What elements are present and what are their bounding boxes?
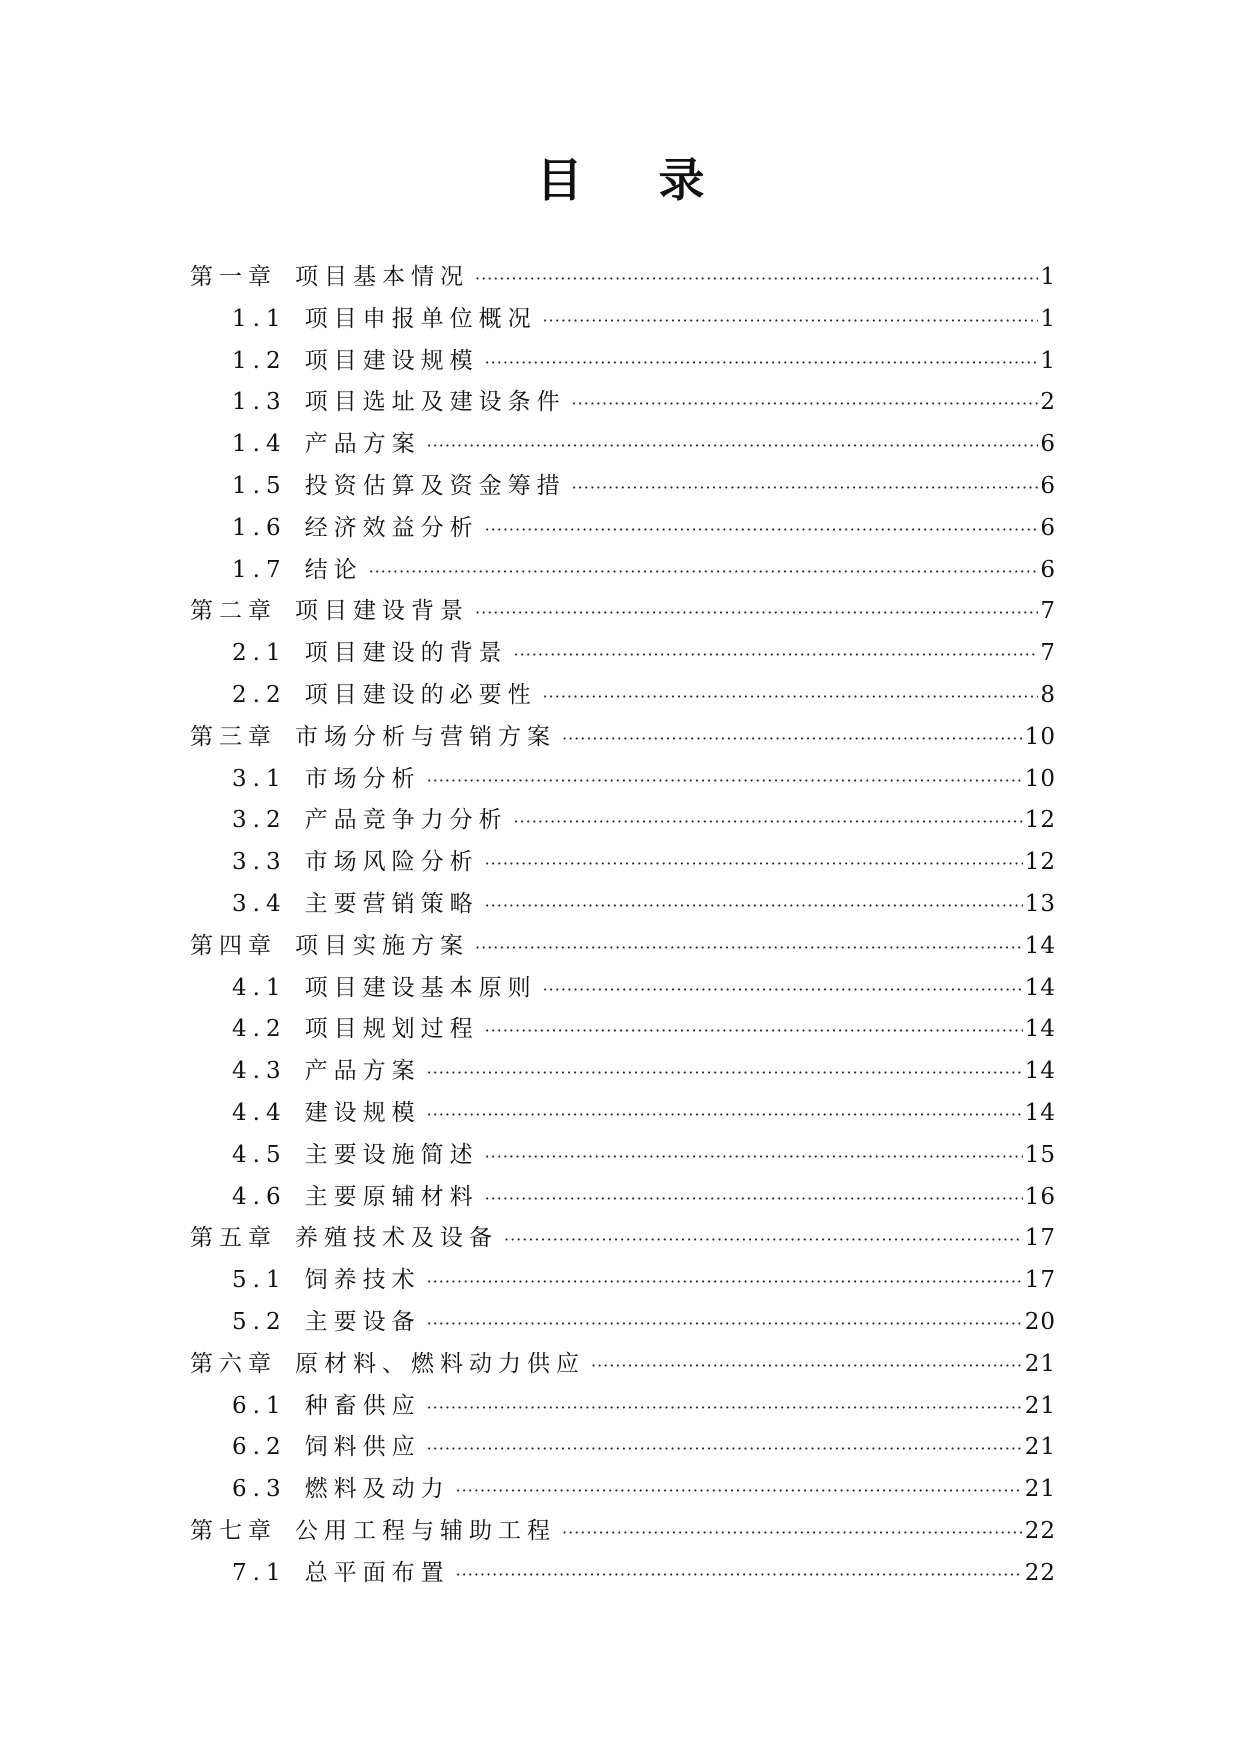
toc-entry-number: 1.5 (232, 472, 287, 499)
toc-entry-page-number: 8 (1040, 681, 1056, 708)
toc-entry-page-number: 13 (1024, 890, 1056, 917)
toc-entry-label: 项目规划过程 (304, 1016, 479, 1043)
toc-entry-page-number: 20 (1024, 1308, 1056, 1335)
toc-entry-page-number: 6 (1040, 472, 1056, 499)
toc-section-entry[interactable] (190, 1554, 1056, 1596)
toc-entry-number: 4.6 (232, 1183, 287, 1210)
dot-leader (485, 1189, 1023, 1208)
toc-entry-page-number: 21 (1024, 1476, 1056, 1503)
toc-section-entry[interactable] (190, 342, 1056, 384)
toc-chapter-entry[interactable] (190, 592, 1056, 634)
toc-entry-number: 6.3 (232, 1476, 287, 1503)
toc-entry-number: 第四章 (190, 932, 277, 959)
toc-entry-page-number: 21 (1024, 1350, 1056, 1377)
toc-entry-label: 主要设备 (304, 1308, 421, 1335)
dot-leader (543, 980, 1023, 999)
toc-entry-page-number: 15 (1024, 1141, 1056, 1168)
toc-section-entry[interactable] (190, 1052, 1056, 1094)
toc-section-entry[interactable] (190, 467, 1056, 509)
toc-entry-number: 5.2 (232, 1308, 287, 1335)
toc-entry-label: 项目建设基本原则 (304, 974, 537, 1001)
toc-entry-number: 第七章 (190, 1517, 277, 1544)
toc-chapter-entry[interactable] (190, 1345, 1056, 1387)
toc-entry-page-number: 14 (1024, 1016, 1056, 1043)
toc-entry-page-number: 10 (1024, 765, 1056, 792)
dot-leader (427, 1063, 1023, 1082)
toc-entry-number: 1.2 (232, 347, 287, 374)
toc-entry-page-number: 14 (1024, 1058, 1056, 1085)
toc-entry-label: 主要营销策略 (304, 890, 479, 917)
dot-leader (475, 603, 1038, 622)
toc-entry-label: 种畜供应 (304, 1392, 421, 1419)
toc-entry-number: 1.4 (232, 431, 287, 458)
toc-section-entry[interactable] (190, 383, 1056, 425)
toc-entry-number: 1.6 (232, 514, 287, 541)
toc-entry-label: 饲料供应 (304, 1434, 421, 1461)
toc-chapter-entry[interactable] (190, 1512, 1056, 1554)
toc-section-entry[interactable] (190, 1387, 1056, 1429)
dot-leader (427, 1398, 1023, 1417)
toc-section-entry[interactable] (190, 1428, 1056, 1470)
toc-section-entry[interactable] (190, 1010, 1056, 1052)
dot-leader (427, 1314, 1023, 1333)
toc-entry-number: 第二章 (190, 598, 277, 625)
dot-leader (504, 1230, 1023, 1249)
dot-leader (427, 436, 1039, 455)
toc-entry-page-number: 21 (1024, 1392, 1056, 1419)
toc-entry-page-number: 1 (1040, 305, 1056, 332)
toc-entry-number: 5.1 (232, 1267, 287, 1294)
toc-entry-label: 项目选址及建设条件 (304, 389, 566, 416)
toc-entry-label: 市场风险分析 (304, 849, 479, 876)
toc-entry-page-number: 10 (1024, 723, 1056, 750)
toc-entry-number: 4.5 (232, 1141, 287, 1168)
toc-entry-number: 4.1 (232, 974, 287, 1001)
toc-section-entry[interactable] (190, 1178, 1056, 1220)
toc-entry-number: 3.3 (232, 849, 287, 876)
toc-entry-label: 投资估算及资金筹措 (304, 472, 566, 499)
toc-chapter-entry[interactable] (190, 258, 1056, 300)
dot-leader (427, 1272, 1023, 1291)
toc-entry-label: 养殖技术及设备 (295, 1225, 498, 1252)
toc-entry-label: 项目基本情况 (295, 264, 469, 290)
toc-section-entry[interactable] (190, 885, 1056, 927)
toc-entry-number: 第六章 (190, 1350, 277, 1377)
toc-section-entry[interactable] (190, 1094, 1056, 1136)
toc-entry-number: 2.1 (232, 640, 287, 667)
dot-leader (591, 1356, 1023, 1375)
toc-entry-label: 市场分析 (304, 765, 421, 792)
toc-entry-page-number: 6 (1040, 431, 1056, 458)
toc-section-entry[interactable] (190, 1261, 1056, 1303)
toc-entry-number: 3.4 (232, 890, 287, 917)
dot-leader (572, 394, 1039, 413)
toc-entry-label: 饲养技术 (304, 1267, 421, 1294)
dot-leader (475, 269, 1038, 288)
toc-entry-page-number: 6 (1040, 556, 1056, 583)
toc-section-entry[interactable] (190, 300, 1056, 342)
page-title: 目 录 (536, 153, 735, 207)
dot-leader (485, 1021, 1023, 1040)
toc-section-entry[interactable] (190, 509, 1056, 551)
toc-entry-page-number: 1 (1040, 347, 1056, 374)
dot-leader (514, 645, 1039, 664)
toc-entry-page-number: 14 (1024, 1099, 1056, 1126)
toc-entry-number: 第一章 (190, 264, 277, 290)
dot-leader (485, 854, 1023, 873)
toc-entry-label: 项目建设的必要性 (304, 681, 537, 708)
toc-entry-page-number: 14 (1024, 974, 1056, 1001)
toc-entry-number: 1.3 (232, 389, 287, 416)
toc-entry-label: 结论 (304, 556, 363, 583)
toc-entry-label: 产品竞争力分析 (304, 807, 508, 834)
toc-section-entry[interactable] (190, 1470, 1056, 1512)
toc-section-entry[interactable] (190, 551, 1056, 593)
toc-entry-number: 2.2 (232, 681, 287, 708)
toc-section-entry[interactable] (190, 1303, 1056, 1345)
toc-entry-number: 1.7 (232, 556, 287, 583)
toc-entry-number: 3.1 (232, 765, 287, 792)
toc-section-entry[interactable] (190, 1136, 1056, 1178)
toc-chapter-entry[interactable] (190, 718, 1056, 760)
toc-entry-label: 市场分析与营销方案 (295, 723, 556, 750)
toc-entry-page-number: 21 (1024, 1434, 1056, 1461)
dot-leader (514, 812, 1023, 831)
toc-section-entry[interactable] (190, 969, 1056, 1011)
toc-entry-label: 主要原辅材料 (304, 1183, 479, 1210)
toc-entry-page-number: 22 (1024, 1517, 1056, 1544)
toc-entry-page-number: 16 (1024, 1183, 1056, 1210)
toc-entry-page-number: 12 (1024, 807, 1056, 834)
toc-chapter-entry[interactable] (190, 1219, 1056, 1261)
toc-chapter-entry[interactable] (190, 927, 1056, 969)
toc-entry-page-number: 12 (1024, 849, 1056, 876)
toc-section-entry[interactable] (190, 634, 1056, 676)
toc-entry-label: 建设规模 (304, 1099, 421, 1126)
dot-leader (562, 1523, 1023, 1542)
toc-entry-page-number: 1 (1040, 264, 1056, 290)
dot-leader (427, 1105, 1023, 1124)
toc-entry-number: 6.2 (232, 1434, 287, 1461)
toc-entry-label: 项目建设背景 (295, 598, 469, 625)
toc-entry-page-number: 2 (1040, 389, 1056, 416)
toc-entry-label: 项目实施方案 (295, 932, 469, 959)
toc-entry-label: 项目申报单位概况 (304, 305, 537, 332)
toc-section-entry[interactable] (190, 676, 1056, 718)
toc-entry-number: 6.1 (232, 1392, 287, 1419)
dot-leader (427, 771, 1023, 790)
dot-leader (475, 938, 1023, 957)
toc-entry-page-number: 17 (1024, 1267, 1056, 1294)
toc-entry-label: 经济效益分析 (304, 514, 479, 541)
toc-entry-label: 项目建设的背景 (304, 640, 508, 667)
toc-entry-label: 主要设施简述 (304, 1141, 479, 1168)
toc-entry-number: 4.2 (232, 1016, 287, 1043)
toc-entry-label: 项目建设规模 (304, 347, 479, 374)
dot-leader (369, 562, 1039, 581)
dot-leader (485, 353, 1039, 372)
toc-entry-label: 产品方案 (304, 431, 421, 458)
toc-list (190, 258, 1056, 1596)
toc-section-entry[interactable] (190, 425, 1056, 467)
toc-entry-page-number: 14 (1024, 932, 1056, 959)
dot-leader (543, 687, 1039, 706)
toc-entry-number: 3.2 (232, 807, 287, 834)
toc-entry-number: 4.3 (232, 1058, 287, 1085)
toc-entry-page-number: 22 (1024, 1559, 1056, 1586)
dot-leader (485, 896, 1023, 915)
toc-entry-number: 第五章 (190, 1225, 277, 1252)
toc-entry-label: 产品方案 (304, 1058, 421, 1085)
dot-leader (572, 478, 1039, 497)
toc-entry-page-number: 7 (1040, 598, 1056, 625)
toc-entry-label: 原材料、燃料动力供应 (295, 1350, 585, 1377)
toc-entry-number: 7.1 (232, 1559, 287, 1586)
dot-leader (562, 729, 1023, 748)
toc-entry-number: 4.4 (232, 1099, 287, 1126)
toc-entry-number: 第三章 (190, 723, 277, 750)
dot-leader (485, 520, 1039, 539)
dot-leader (543, 311, 1039, 330)
toc-section-entry[interactable] (190, 843, 1056, 885)
toc-entry-label: 总平面布置 (304, 1559, 450, 1586)
toc-section-entry[interactable] (190, 760, 1056, 802)
toc-entry-number: 1.1 (232, 305, 287, 332)
dot-leader (456, 1481, 1023, 1500)
dot-leader (456, 1565, 1023, 1584)
toc-entry-label: 燃料及动力 (304, 1476, 450, 1503)
toc-section-entry[interactable] (190, 801, 1056, 843)
dot-leader (427, 1439, 1023, 1458)
toc-entry-page-number: 6 (1040, 514, 1056, 541)
toc-entry-label: 公用工程与辅助工程 (295, 1517, 556, 1544)
toc-entry-page-number: 7 (1040, 640, 1056, 667)
toc-entry-page-number: 17 (1024, 1225, 1056, 1252)
dot-leader (485, 1147, 1023, 1166)
